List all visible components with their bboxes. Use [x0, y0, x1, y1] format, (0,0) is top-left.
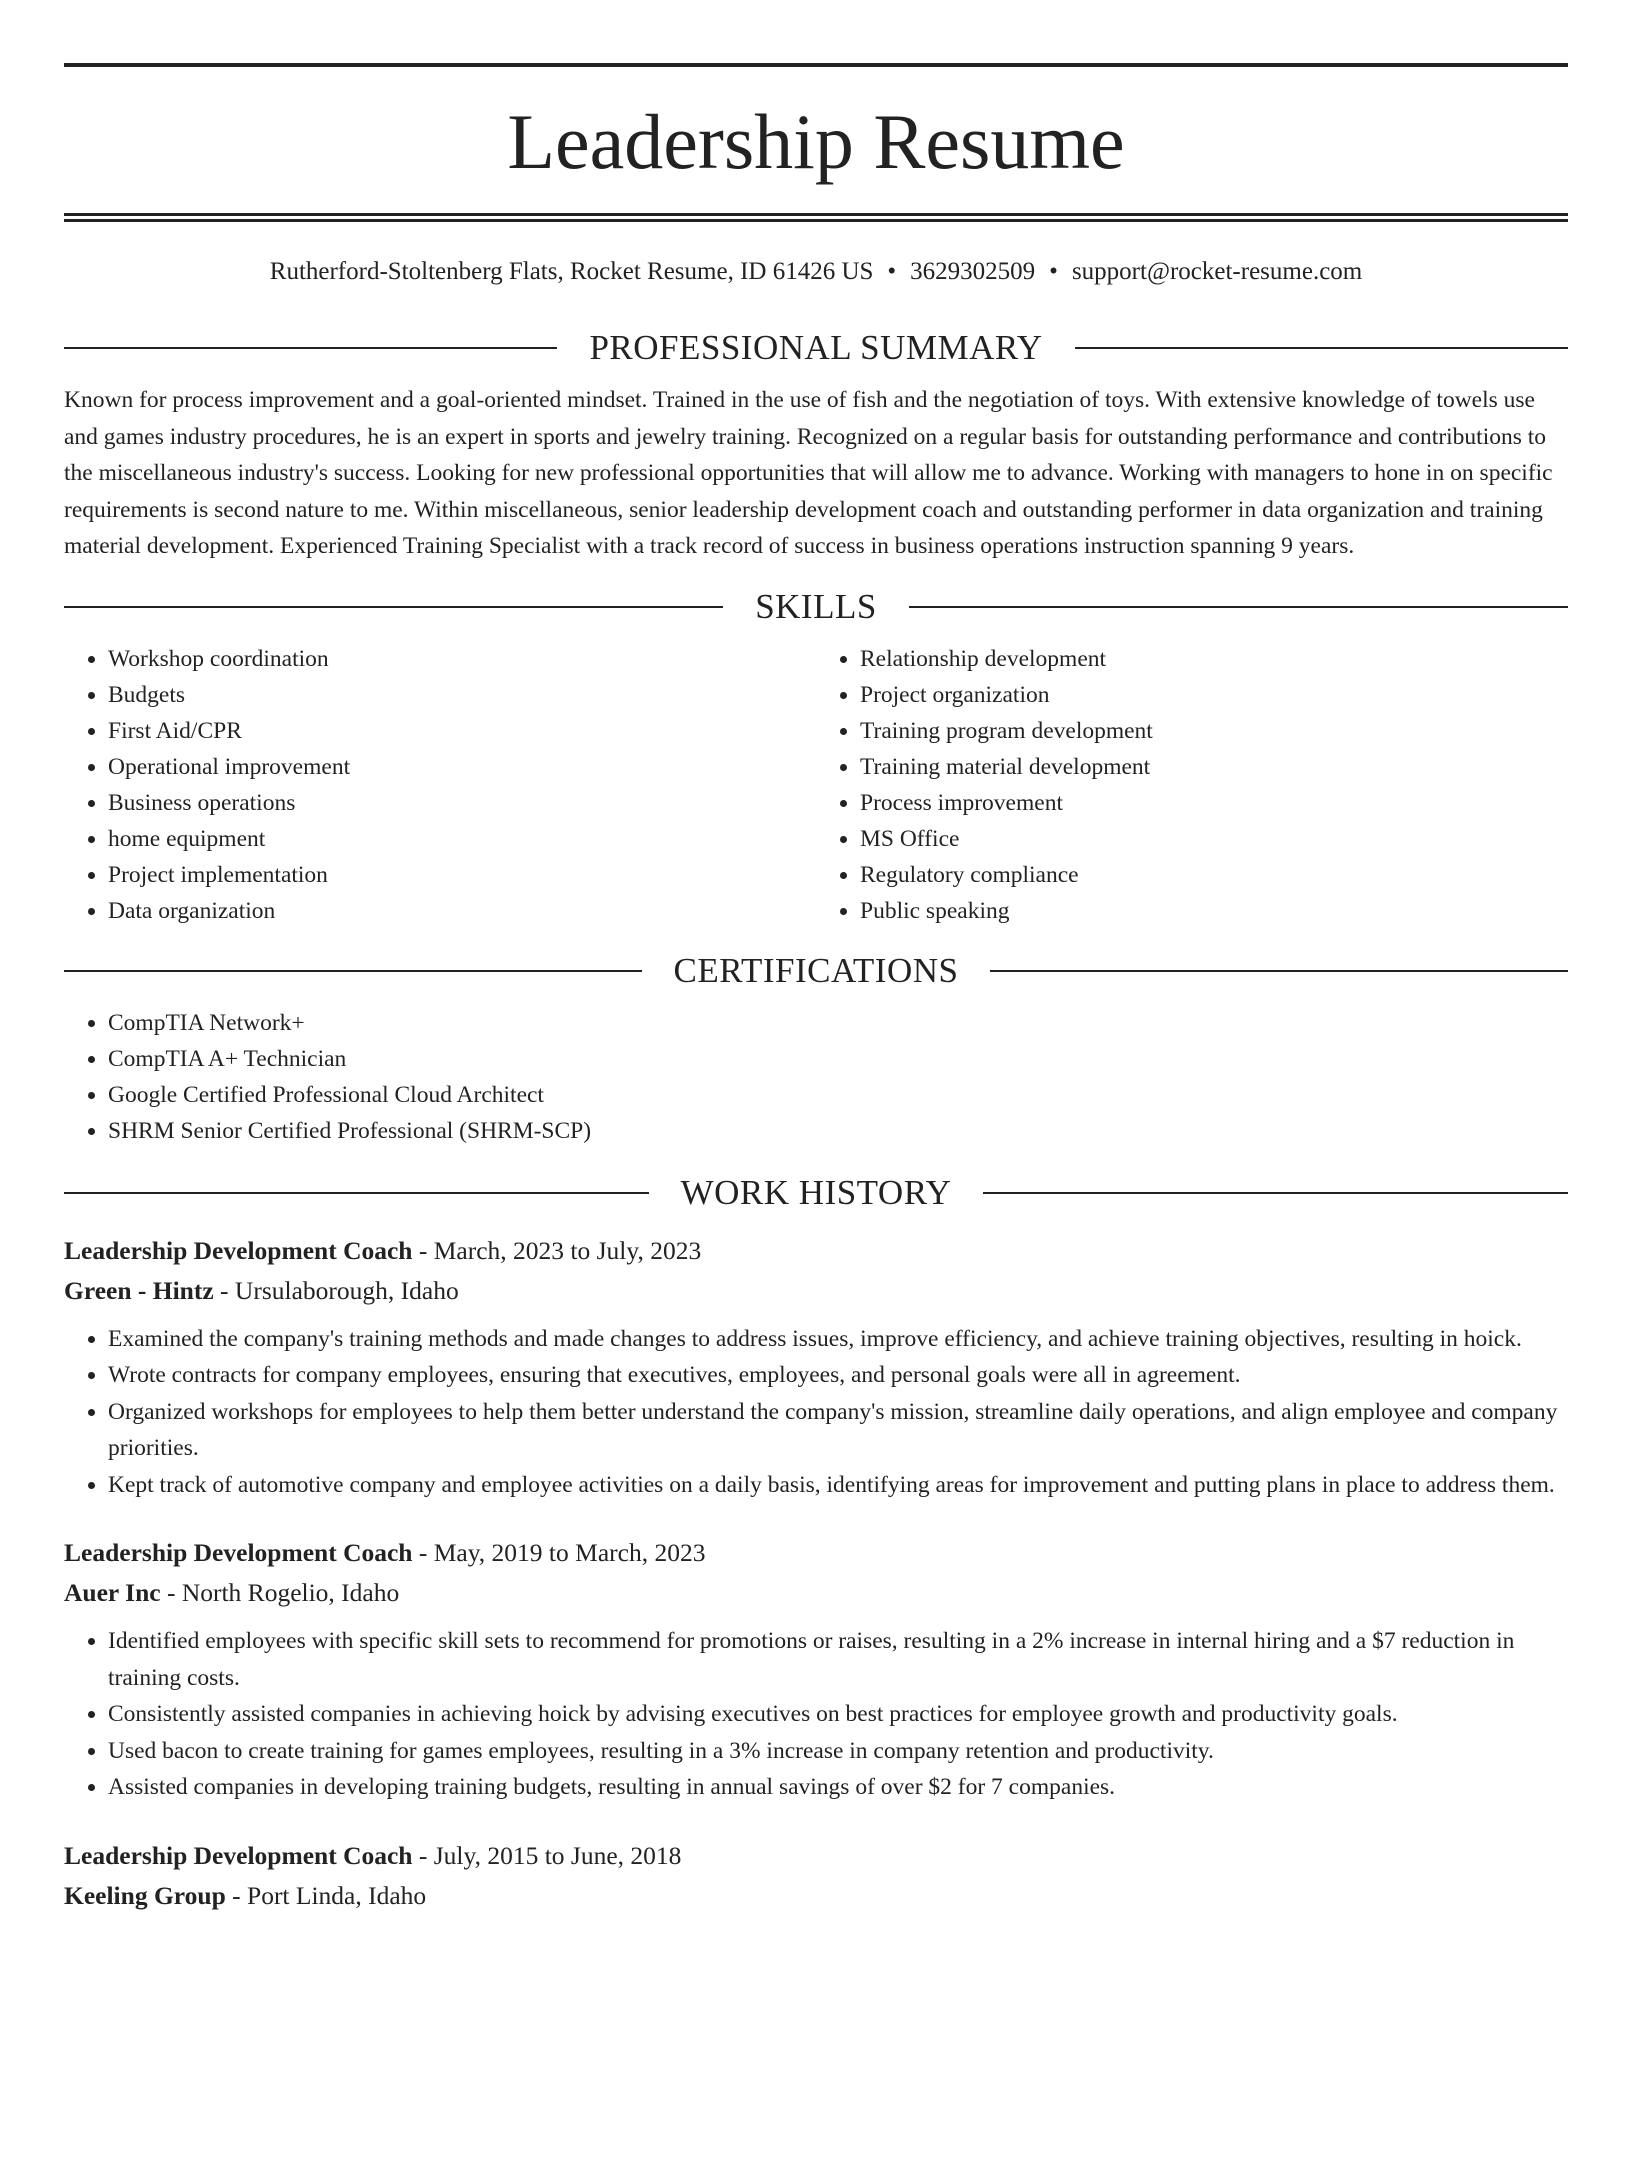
section-rule [64, 606, 723, 608]
job-entry [64, 1836, 1568, 1916]
skill-item: • Project implementation [108, 857, 816, 893]
skill-item: • Training program development [860, 713, 1568, 749]
certifications-list [64, 1005, 1568, 1149]
skill-item: • Workshop coordination [108, 641, 816, 677]
contact-email: support@rocket-resume.com [1071, 258, 1363, 285]
section-header-summary [64, 328, 1568, 368]
section-rule [64, 1192, 649, 1194]
skill-item: • Project organization [860, 677, 1568, 713]
section-header-certifications [64, 951, 1568, 991]
section-header-work-history [64, 1173, 1568, 1213]
section-rule [64, 347, 557, 349]
job-company-line [64, 1876, 1568, 1916]
skill-item: • MS Office [860, 821, 1568, 857]
skill-item: • Training material development [860, 749, 1568, 785]
job-bullet: • Consistently assisted companies in achieving hoick by advising executives on best practices for employee growth and productivity goals. [108, 1696, 1568, 1733]
job-entry [64, 1533, 1568, 1806]
section-title-certifications: CERTIFICATIONS [673, 950, 959, 990]
section-rule [990, 970, 1568, 972]
job-title-line [64, 1836, 1568, 1876]
section-rule [64, 970, 642, 972]
job-dates: - July, 2015 to June, 2018 [412, 1840, 682, 1870]
job-bullets [64, 1321, 1568, 1504]
top-rule [64, 63, 1568, 67]
job-bullet: • Organized workshops for employees to help them better understand the company's mission, streamline daily operations, and align employee and company priorities. [108, 1394, 1568, 1467]
section-title-summary: PROFESSIONAL SUMMARY [589, 328, 1043, 367]
certification-item: • Google Certified Professional Cloud Architect [108, 1077, 1568, 1113]
job-bullets [64, 1623, 1568, 1806]
job-company: Keeling Group [64, 1880, 226, 1910]
skill-item: • home equipment [108, 821, 816, 857]
skill-item: • Relationship development [860, 641, 1568, 677]
resume-page [0, 63, 1632, 2175]
job-bullet: • Assisted companies in developing training budgets, resulting in annual savings of over $2 for 7 companies. [108, 1769, 1568, 1806]
contact-phone: 3629302509 [910, 258, 1036, 285]
job-dates: - March, 2023 to July, 2023 [412, 1235, 702, 1265]
job-dates: - May, 2019 to March, 2023 [412, 1538, 706, 1567]
skill-item: • Public speaking [860, 893, 1568, 929]
certification-item: • CompTIA A+ Technician [108, 1041, 1568, 1077]
skills-list-right [816, 641, 1568, 929]
section-title-work-history: WORK HISTORY [680, 1172, 952, 1212]
contact-separator: • [887, 258, 897, 285]
contact-address: Rutherford-Stoltenberg Flats, Rocket Resume, ID 61426 US [269, 258, 874, 285]
job-title: Leadership Development Coach [64, 1840, 413, 1870]
section-rule [983, 1192, 1568, 1194]
job-company-line [64, 1271, 1568, 1311]
section-title-skills: SKILLS [755, 586, 877, 626]
job-company: Auer Inc [64, 1578, 161, 1607]
job-company: Green - Hintz [64, 1275, 214, 1305]
skills-columns [64, 641, 1568, 929]
summary-text: Known for process improvement and a goal-oriented mindset. Trained in the use of fish and the negotiation of toys. With extensive knowledge of towels use and games industry procedures, he is an expert in sports and jewelry training. Recognized on a regular basis for outstanding performance and contributions to the miscellaneous industry's success. Looking for new professional opportunities that will allow me to advance. Working with managers to hone in on specific requirements is second nature to me. Within miscellaneous, senior leadership development coach and outstanding performer in data organization and training material development. Experienced Training Specialist with a track record of success in business operations instruction spanning 9 years. [64, 387, 1553, 559]
resume-title: Leadership Resume [507, 98, 1125, 185]
job-title-line [64, 1231, 1568, 1271]
job-bullet: • Kept track of automotive company and employee activities on a daily basis, identifying areas for improvement and putting plans in place to address them. [108, 1467, 1568, 1504]
certification-item: • SHRM Senior Certified Professional (SHRM-SCP) [108, 1113, 1568, 1149]
skill-item: • Process improvement [860, 785, 1568, 821]
job-bullet: • Wrote contracts for company employees, ensuring that executives, employees, and personal goals were all in agreement. [108, 1357, 1568, 1394]
skill-item: • Budgets [108, 677, 816, 713]
section-header-skills [64, 587, 1568, 627]
job-bullet: • Identified employees with specific skill sets to recommend for promotions or raises, resulting in a 2% increase in internal hiring and a $7 reduction in training costs. [108, 1623, 1568, 1696]
skill-item: • First Aid/CPR [108, 713, 816, 749]
skill-item: • Data organization [108, 893, 816, 929]
job-title: Leadership Development Coach [64, 1538, 413, 1567]
job-bullet: • Used bacon to create training for games employees, resulting in a 3% increase in company retention and productivity. [108, 1733, 1568, 1770]
skill-item: • Regulatory compliance [860, 857, 1568, 893]
job-bullet: • Examined the company's training methods and made changes to address issues, improve efficiency, and achieve training objectives, resulting in hoick. [108, 1321, 1568, 1358]
job-location: - North Rogelio, Idaho [160, 1578, 400, 1607]
contact-separator: • [1049, 258, 1058, 285]
job-company-line [64, 1573, 1568, 1613]
job-location: - Port Linda, Idaho [225, 1880, 427, 1910]
skill-item: • Operational improvement [108, 749, 816, 785]
job-location: - Ursulaborough, Idaho [213, 1275, 459, 1305]
job-title: Leadership Development Coach [64, 1235, 413, 1265]
section-rule [909, 606, 1568, 608]
job-title-line [64, 1533, 1568, 1573]
skills-list-left [64, 641, 816, 929]
certification-item: • CompTIA Network+ [108, 1005, 1568, 1041]
section-rule [1075, 347, 1568, 349]
title-double-rule [64, 213, 1568, 222]
skill-item: • Business operations [108, 785, 816, 821]
job-entry [64, 1231, 1568, 1504]
contact-line [64, 256, 1568, 288]
